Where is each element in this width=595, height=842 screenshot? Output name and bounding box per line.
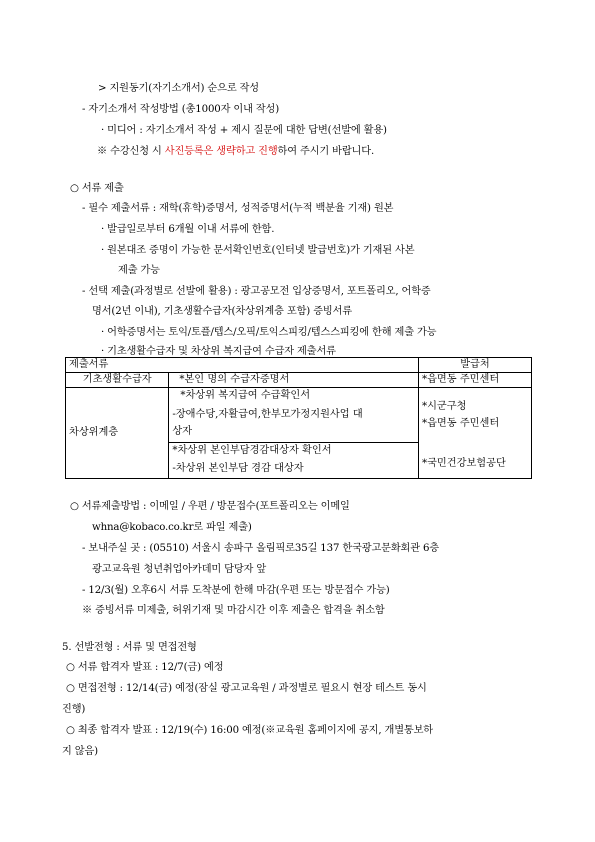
notice-line: ※ 증빙서류 미제출, 허위기재 및 마감시간 이후 제출은 합격을 취소함 (82, 605, 385, 616)
text-line: > 지원동기(자기소개서) 순으로 작성 (98, 83, 259, 94)
text-line: - 선택 제출(과정별로 선발에 활용) : 광고공모전 입상증명서, 포트폴리오, 어학증 (82, 286, 431, 297)
table-cell: *국민건강보험공단 (418, 443, 531, 479)
text-line: - 자기소개서 작성방법 (총1000자 이내 작성) (82, 104, 280, 115)
text-segment: 하여 주시기 바랍니다. (277, 146, 375, 157)
document-table (65, 357, 532, 479)
table-row (66, 373, 532, 388)
cell-line: 상자 (172, 426, 193, 437)
text-line: ○ 서류 합격자 발표 : 12/7(금) 예정 (66, 662, 224, 673)
address-line: - 보내주실 곳 : (05510) 서울시 송파구 올림픽로35길 137 한국광고문화회관 6층 (82, 543, 440, 554)
address-line: 광고교육원 청년취업아카데미 담당자 앞 (92, 564, 267, 575)
text-line: - 12/3(월) 오후6시 서류 도착분에 한해 마감(우편 또는 방문접수 가능) (82, 585, 390, 596)
text-line: 명서(2년 이내), 기초생활수급자(차상위계층 포함) 증빙서류 (92, 306, 352, 317)
table-cell: 기초생활수급자 (66, 373, 169, 388)
cell-line: *읍면동 주민센터 (421, 417, 500, 429)
cell-line: *차상위 복지급여 수급확인서 (180, 390, 311, 401)
table-cell (418, 388, 531, 443)
text-line: 지 않음) (62, 746, 98, 757)
table-cell: 차상위계층 (66, 388, 169, 479)
cell-line: -차상위 본인부담 경감 대상자 (172, 463, 304, 474)
table-header-cell: 발급처 (418, 358, 531, 373)
text-line: · 기초생활수급자 및 차상위 복지급여 수급자 제출서류 (101, 346, 336, 357)
cell-line: *시군구청 (421, 400, 467, 412)
text-line: · 원본대조 증명이 가능한 문서확인번호(인터넷 발급번호)가 기재된 사본 (101, 245, 415, 256)
text-line: ○ 면접전형 : 12/14(금) 예정(잠실 광고교육원 / 과정별로 필요시 현장 테스트 동시 (66, 683, 427, 694)
text-line: · 어학증명서는 토익/토플/텝스/오픽/토익스피킹/텝스스피킹에 한해 제출 가능 (101, 327, 437, 338)
text-line: · 미디어 : 자기소개서 작성 + 제시 질문에 대한 답변(선발에 활용) (101, 125, 387, 136)
text-line: 제출 가능 (118, 265, 160, 276)
section-heading: 5. 선발전형 : 서류 및 면접전형 (62, 642, 197, 653)
table-cell: *읍면동 주민센터 (418, 373, 531, 388)
table-row (66, 388, 532, 443)
table-row (66, 358, 532, 373)
notice-line (97, 145, 374, 159)
email-text: whna@kobaco.co.kr로 파일 제출) (92, 522, 252, 533)
section-heading: ○ 서류 제출 (70, 183, 124, 194)
table-cell: *본인 명의 수급자증명서 (169, 373, 419, 388)
text-line: ○ 최종 합격자 발표 : 12/19(수) 16:00 예정(※교육원 홈페이지에 공지, 개별통보하 (66, 725, 433, 736)
cell-line: *차상위 본인부담경감대상자 확인서 (172, 445, 332, 456)
text-line: - 필수 제출서류 : 재학(휴학)증명서, 성적증명서(누적 백분율 기재) 원본 (82, 203, 394, 214)
table-cell (169, 443, 419, 479)
text-line: 진행) (62, 704, 86, 715)
section-heading: ○ 서류제출방법 : 이메일 / 우편 / 방문접수(포트폴리오는 이메일 (70, 501, 350, 512)
highlight-text: 사진등록은 생략하고 진행 (164, 146, 278, 157)
text-segment: ※ 수강신청 시 (97, 146, 165, 157)
cell-line: -장애수당,자활급여,한부모가정지원사업 대 (172, 409, 363, 420)
text-line: · 발급일로부터 6개월 이내 서류에 한함. (101, 224, 275, 235)
table-header-cell: 제출서류 (66, 358, 419, 373)
table-cell (169, 388, 419, 443)
